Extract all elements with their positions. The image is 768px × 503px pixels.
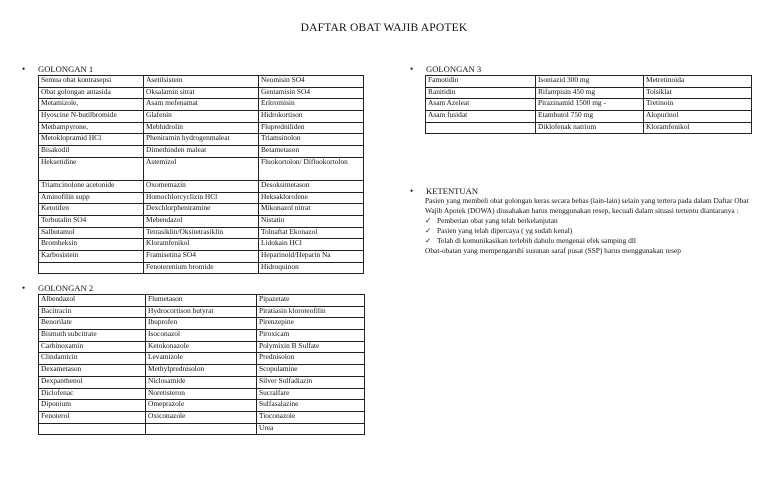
- table-cell: Piratiasin kloroteofilin: [257, 306, 365, 318]
- table-cell: Karbosistein: [39, 250, 144, 262]
- condition-item: [425, 236, 755, 246]
- table-row: [39, 411, 365, 423]
- table-row: [39, 76, 364, 88]
- table-cell: Etambutol 750 mg: [536, 111, 644, 123]
- condition-text: Pemberian obat yang telah berkelanjutan: [437, 216, 558, 225]
- table-cell: Flumetason: [146, 295, 257, 307]
- golongan-1-table: [38, 75, 364, 274]
- table-cell: Oxiconazole: [146, 411, 257, 423]
- table-row: [39, 295, 365, 307]
- table-cell: Tetrasiklin/Oksitetrasiklin: [144, 227, 259, 239]
- table-cell: Omeprazole: [146, 400, 257, 412]
- table-cell: Hidroquinon: [259, 262, 364, 274]
- check-icon: ✓: [425, 216, 432, 225]
- table-cell: Pirazinamid 1500 mg -: [536, 99, 644, 111]
- table-cell: Ketotifen: [39, 204, 144, 216]
- table-row: [39, 341, 365, 353]
- table-cell: Obat golongan antasida: [39, 87, 144, 99]
- ketentuan-intro: Pasien yang membeli obat golongan keras secara bebas (lain-lain) selain yang tertera pada dalam Daftar Obat Wajib Apotek (DOWA) diusahakan harus menggunakan resep, kecuali dalam situasi tertentu diantaranya :: [425, 196, 749, 215]
- table-row: [426, 76, 752, 88]
- table-cell: Fenoterol: [39, 411, 146, 423]
- golongan-1-label: GOLONGAN 1: [38, 64, 94, 74]
- table-cell: Bromheksin: [39, 239, 144, 251]
- table-cell: Heksaklorofene: [259, 192, 364, 204]
- table-cell: Kloramfenikol: [144, 239, 259, 251]
- table-cell: Piroxicam: [257, 330, 365, 342]
- table-row: [39, 227, 364, 239]
- table-cell: Pipazetate: [257, 295, 365, 307]
- table-cell: Oxomemazin: [144, 180, 259, 192]
- table-cell: Mebhidrolin: [144, 122, 259, 134]
- golongan-3-heading: [410, 64, 481, 74]
- table-cell: Levamizole: [146, 353, 257, 365]
- table-cell: Rifampisin 450 mg: [536, 87, 644, 99]
- ketentuan-heading: [410, 186, 478, 196]
- table-cell: Oksalamin sitrat: [144, 87, 259, 99]
- table-cell: Triamsinolon: [259, 134, 364, 146]
- table-cell: Sucralfare: [257, 388, 365, 400]
- table-cell: Salbutamol: [39, 227, 144, 239]
- golongan-3-label: GOLONGAN 3: [426, 64, 482, 74]
- table-cell: Ketokonazole: [146, 341, 257, 353]
- condition-item: [425, 226, 755, 236]
- table-row: [39, 180, 364, 192]
- table-cell: Scopolamine: [257, 365, 365, 377]
- table-row: [39, 215, 364, 227]
- table-cell: Fluokortolon/ Difluokortolon: [259, 157, 364, 180]
- table-cell: Dexpanthenol: [39, 376, 146, 388]
- table-row: [39, 423, 365, 435]
- document-title: DAFTAR OBAT WAJIB APOTEK: [300, 22, 468, 34]
- golongan-1-heading: [22, 64, 93, 74]
- table-cell: Terbutalin SO4: [39, 215, 144, 227]
- table-cell: Hidrokortison: [259, 111, 364, 123]
- table-cell: Heksetidine: [39, 157, 144, 180]
- check-icon: ✓: [425, 226, 432, 235]
- table-cell: Methylprednisolon: [146, 365, 257, 377]
- table-cell: Neomisin SO4: [259, 76, 364, 88]
- table-cell: Diclofenac: [39, 388, 146, 400]
- table-cell: Bismuth subcitrate: [39, 330, 146, 342]
- table-cell: Hydrocortison butyrat: [146, 306, 257, 318]
- table-cell: Semua obat kontrasepsi: [39, 76, 144, 88]
- table-row: [39, 330, 365, 342]
- golongan-2-label: GOLONGAN 2: [38, 283, 94, 293]
- table-cell: Isoconazol: [146, 330, 257, 342]
- table-cell: Carbinoxamin: [39, 341, 146, 353]
- table-cell: Pheniramin hydrogenmaleat: [144, 134, 259, 146]
- bullet: •: [410, 64, 414, 74]
- table-row: [39, 388, 365, 400]
- table-cell: Polymixin B Sulfate: [257, 341, 365, 353]
- table-cell: Eritromisin: [259, 99, 364, 111]
- table-row: [426, 111, 752, 123]
- table-cell: Diklofenak natrium: [536, 122, 644, 134]
- table-cell: Sulfasalazine: [257, 400, 365, 412]
- table-cell: Metamizole,: [39, 99, 144, 111]
- ketentuan-closing: Obat-obatan yang mempengaruhi susunan saraf pusat (SSP) harus menggunakan resep: [425, 246, 681, 255]
- table-row: [39, 157, 364, 180]
- table-cell: Hyoscine N-butilbromide: [39, 111, 144, 123]
- table-cell: Dexametason: [39, 365, 146, 377]
- table-cell: Alopurinol: [644, 111, 752, 123]
- table-row: [39, 192, 364, 204]
- table-row: [39, 306, 365, 318]
- table-cell: Flupredniliden: [259, 122, 364, 134]
- check-icon: ✓: [425, 236, 432, 245]
- table-cell: Lidokain HCl: [259, 239, 364, 251]
- table-row: [39, 239, 364, 251]
- condition-text: Telah di komunikasikan terlebih dahulu mengenai efek samping dll: [437, 236, 636, 245]
- table-row: [39, 146, 364, 158]
- table-row: [426, 99, 752, 111]
- table-cell: Asam mefenamat: [144, 99, 259, 111]
- table-cell: Aminofilin supp: [39, 192, 144, 204]
- table-cell: Dimethinden maleat: [144, 146, 259, 158]
- table-cell: Famotidin: [426, 76, 536, 88]
- table-cell: Urea: [257, 423, 365, 435]
- table-cell: Albendazol: [39, 295, 146, 307]
- table-row: [39, 353, 365, 365]
- table-row: [39, 318, 365, 330]
- table-cell: Nistatin: [259, 215, 364, 227]
- table-cell: Fenoterenium bromide: [144, 262, 259, 274]
- condition-item: [425, 216, 755, 226]
- table-cell: Niclosamide: [146, 376, 257, 388]
- table-cell: Clindamicin: [39, 353, 146, 365]
- table-cell: Diponium: [39, 400, 146, 412]
- table-cell: Kloramfenikol: [644, 122, 752, 134]
- bullet: •: [22, 64, 26, 74]
- table-cell: Tolsiklat: [644, 87, 752, 99]
- table-cell: [146, 423, 257, 435]
- table-row: [39, 250, 364, 262]
- table-cell: Ibuprofen: [146, 318, 257, 330]
- table-cell: Mikonazol nitrat: [259, 204, 364, 216]
- table-row: [39, 400, 365, 412]
- ketentuan-body: [425, 196, 755, 256]
- table-cell: Noretisteron: [146, 388, 257, 400]
- table-cell: Framisetina SO4: [144, 250, 259, 262]
- table-row: [39, 376, 365, 388]
- table-cell: Metoklopramid HCl: [39, 134, 144, 146]
- table-row: [39, 99, 364, 111]
- table-row: [39, 204, 364, 216]
- table-cell: Betametason: [259, 146, 364, 158]
- golongan-2-heading: [22, 283, 93, 293]
- table-cell: Pirenzepine: [257, 318, 365, 330]
- table-cell: Benorilate: [39, 318, 146, 330]
- table-cell: Gentamisin SO4: [259, 87, 364, 99]
- table-row: [39, 87, 364, 99]
- table-cell: Silver Sulfadiazin: [257, 376, 365, 388]
- table-cell: Asam Azeleat: [426, 99, 536, 111]
- table-cell: Dexchlorpheniramine: [144, 204, 259, 216]
- condition-text: Pasien yang telah dipercaya ( yg sudah kenal): [437, 226, 573, 235]
- table-row: [39, 134, 364, 146]
- table-cell: Asetilsistein: [144, 76, 259, 88]
- golongan-2-table: [38, 294, 365, 435]
- table-cell: Glafenin: [144, 111, 259, 123]
- golongan-3-table: [425, 75, 752, 134]
- table-row: [39, 122, 364, 134]
- table-row: [39, 365, 365, 377]
- table-row: [39, 111, 364, 123]
- table-cell: Homochlorcyclizin HCl: [144, 192, 259, 204]
- table-cell: [39, 262, 144, 274]
- bullet: •: [22, 283, 26, 293]
- table-cell: Bacitracin: [39, 306, 146, 318]
- table-cell: Astemizol: [144, 157, 259, 180]
- table-cell: Bisakodil: [39, 146, 144, 158]
- table-cell: Asam fusidat: [426, 111, 536, 123]
- table-row: [426, 87, 752, 99]
- table-cell: [39, 423, 146, 435]
- table-cell: Mebendazol: [144, 215, 259, 227]
- table-cell: Desoksimetason: [259, 180, 364, 192]
- ketentuan-label: KETENTUAN: [426, 186, 479, 196]
- bullet: •: [410, 186, 414, 196]
- table-cell: Triamcinolone acetonide: [39, 180, 144, 192]
- table-cell: Methampyrone,: [39, 122, 144, 134]
- table-cell: Tolnaftat Ekonazol: [259, 227, 364, 239]
- table-row: [426, 122, 752, 134]
- table-cell: Tretinoin: [644, 99, 752, 111]
- table-cell: Tioconazole: [257, 411, 365, 423]
- table-cell: [426, 122, 536, 134]
- table-cell: Ranitidin: [426, 87, 536, 99]
- table-cell: Isoniazid 300 mg: [536, 76, 644, 88]
- table-cell: Prednisolon: [257, 353, 365, 365]
- table-cell: Metretinoida: [644, 76, 752, 88]
- table-row: [39, 262, 364, 274]
- table-cell: Heparinoid/Heparin Na: [259, 250, 364, 262]
